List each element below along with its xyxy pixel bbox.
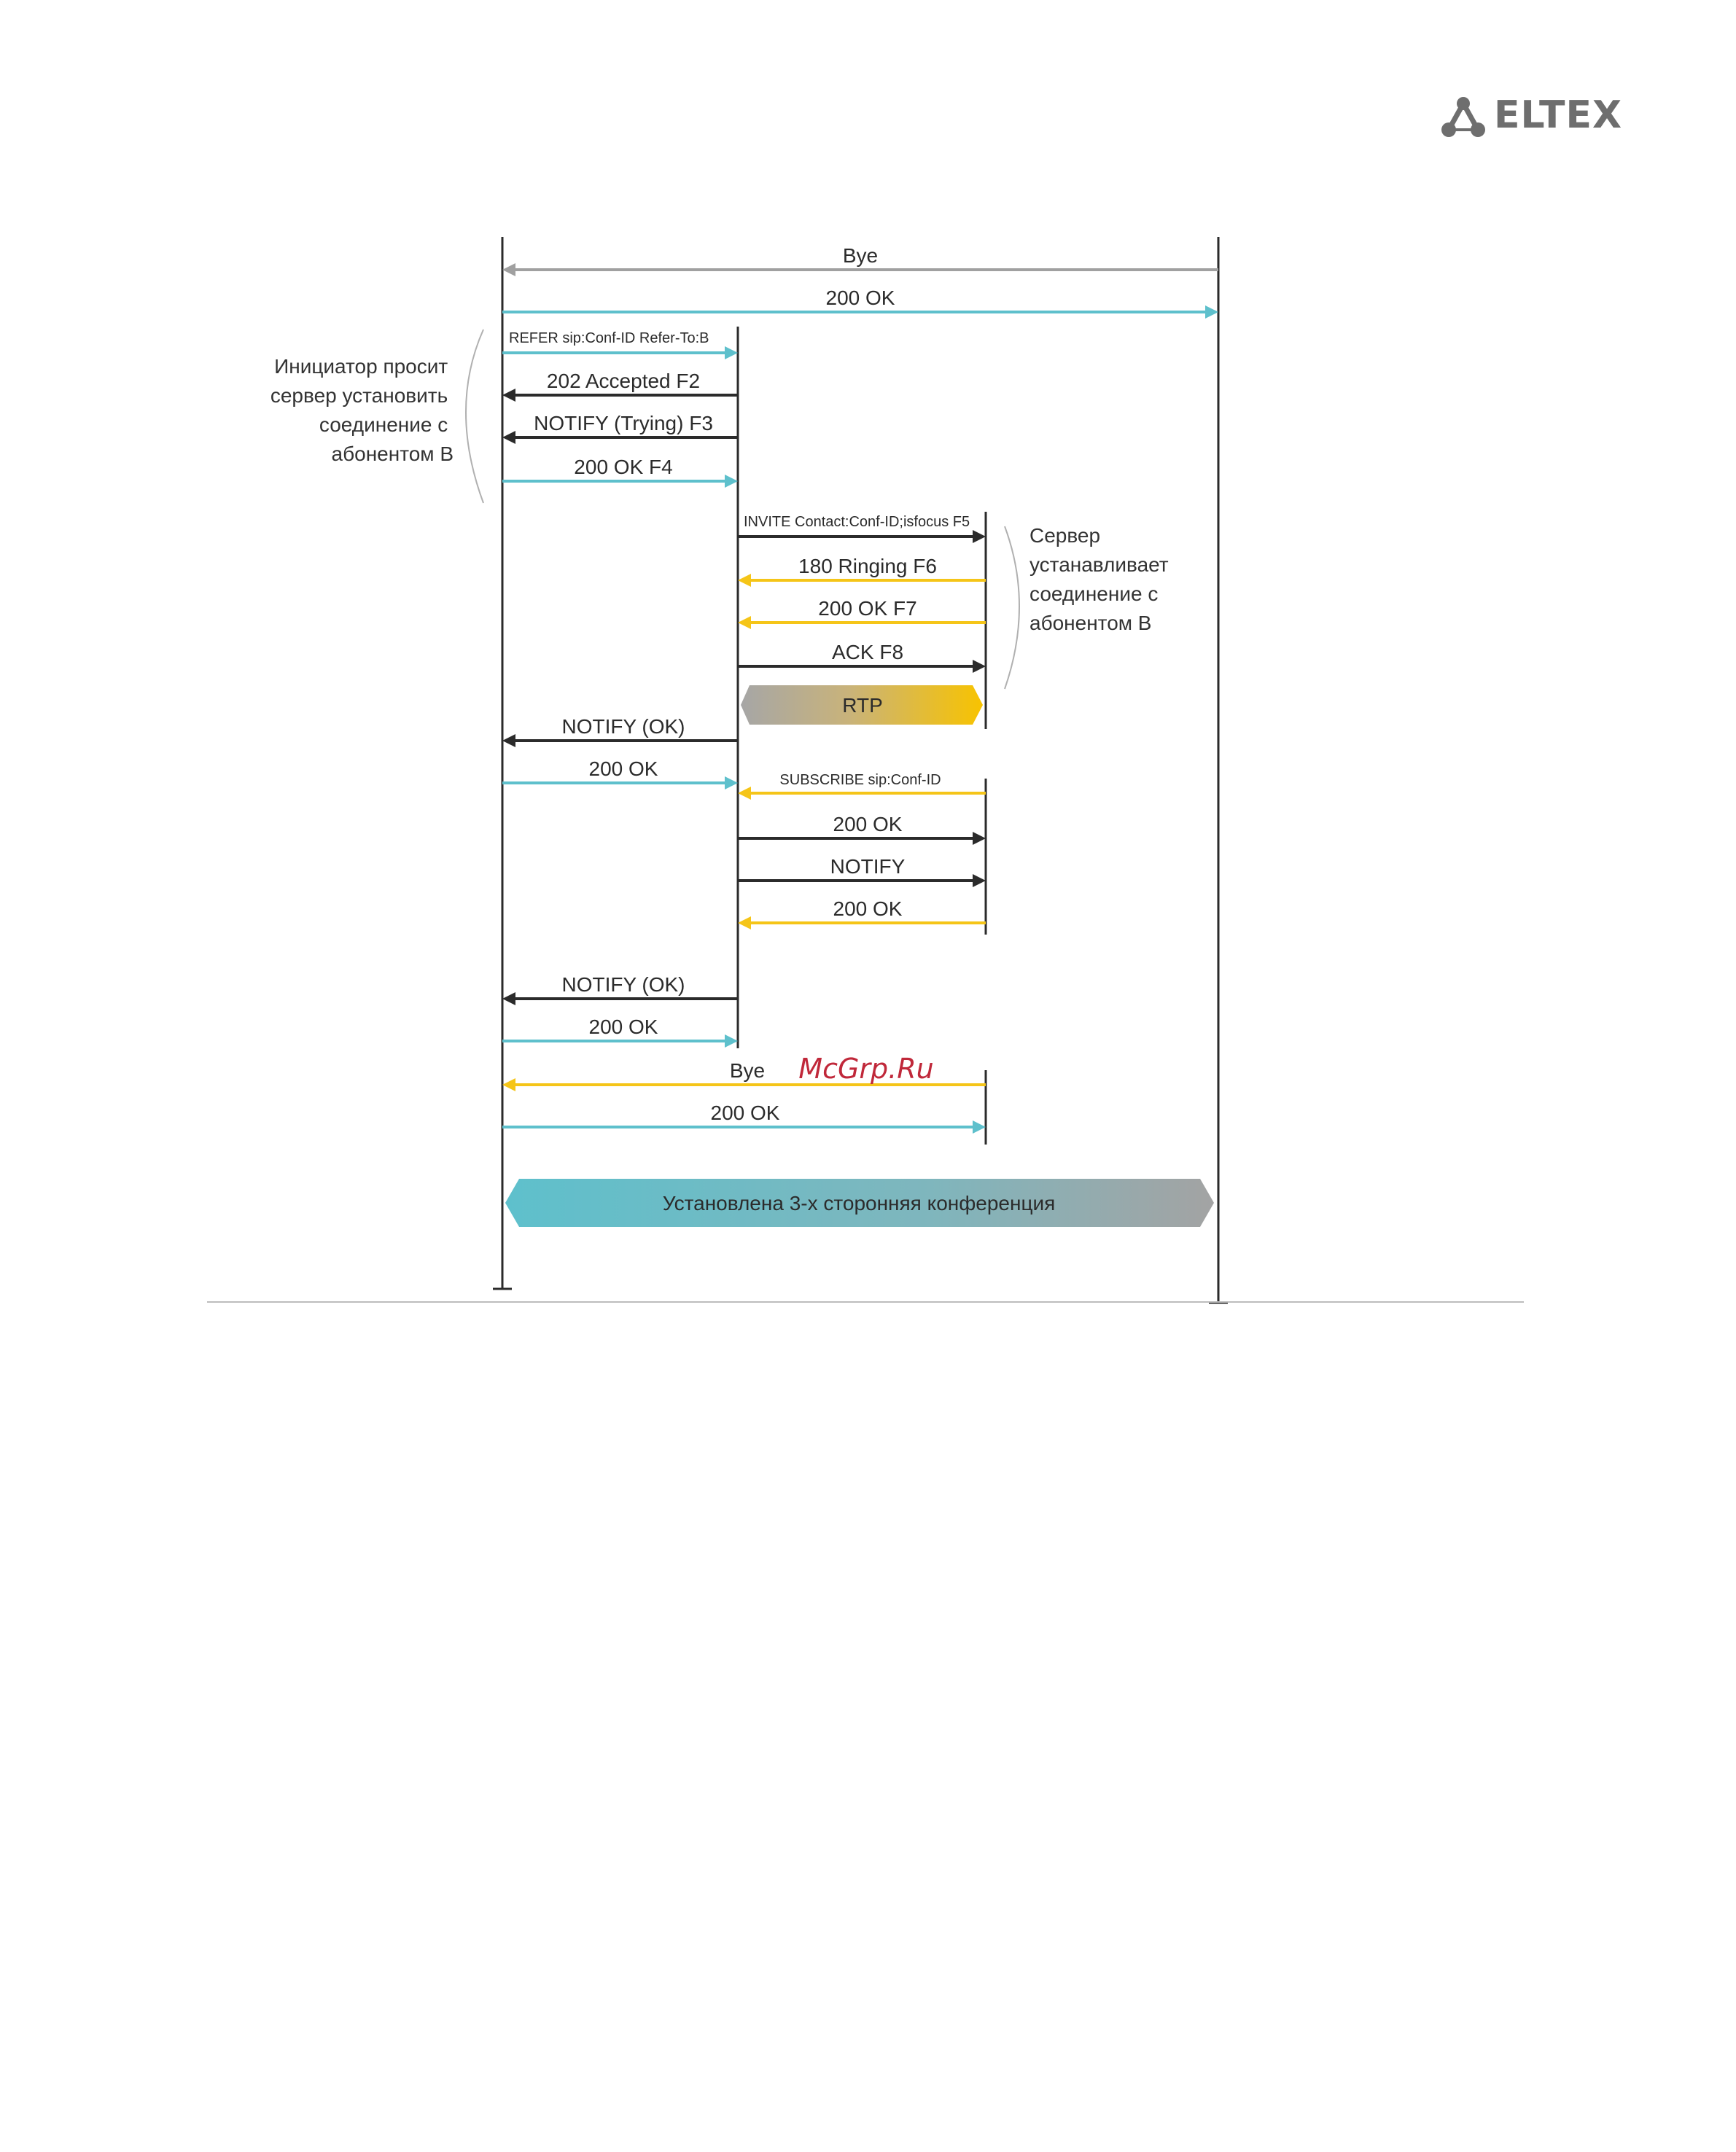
msg-notify-ok-2 [502,973,738,1005]
msg-200ok-3 [738,813,986,845]
msg-label: SUBSCRIBE sip:Conf-ID [779,772,941,788]
msg-label: 180 Ringing F6 [798,555,937,577]
msg-label: Bye [729,1059,766,1082]
msg-200ok-6 [502,1102,986,1134]
msg-invite [738,514,986,543]
msg-label: 200 OK [588,757,658,780]
msg-label: 200 OK F4 [574,456,673,478]
msg-label: NOTIFY [830,855,906,878]
right-note-line: Сервер [1029,524,1101,547]
msg-notify-trying [502,412,738,444]
msg-label: NOTIFY (Trying) F3 [534,412,713,434]
msg-200ok-1 [502,286,1218,319]
left-note-line: абонентом В [331,443,454,465]
left-note-line: сервер установить [270,384,448,407]
msg-subscribe [738,772,986,800]
msg-notify-ok-1 [502,715,738,747]
msg-label: 200 OK [588,1015,658,1038]
msg-label: 202 Accepted F2 [546,370,701,392]
msg-label: INVITE Contact:Conf-ID;isfocus F5 [744,514,970,530]
left-note [270,355,454,465]
msg-200ok-5 [502,1015,738,1048]
msg-refer [502,330,738,359]
msg-label: REFER sip:Conf-ID Refer-To:B [509,330,709,346]
msg-label: 200 OK [833,813,903,835]
msg-202-accepted [502,370,738,402]
left-note-line: соединение с [319,413,448,436]
rtp-label: RTP [842,694,883,717]
msg-label: 200 OK F7 [818,597,917,620]
msg-ack [738,641,986,673]
left-note-line: Инициатор просит [274,355,448,378]
msg-label: NOTIFY (OK) [561,973,685,996]
msg-200ok-4 [738,897,986,929]
msg-200ok-2 [502,757,738,790]
msg-label: ACK F8 [831,641,904,663]
msg-label: NOTIFY (OK) [561,715,685,738]
msg-bye-1 [502,244,1218,276]
msg-200ok-f4 [502,456,738,488]
rtp-bar [741,685,983,725]
msg-label: Bye [842,244,879,267]
conference-label: Установлена 3-х сторонняя конференция [662,1192,1056,1215]
msg-notify [738,855,986,887]
msg-label: 200 OK [833,897,903,920]
right-note-line: абонентом В [1029,612,1152,634]
left-note-brace [466,330,483,503]
right-note-line: устанавливает [1029,553,1169,576]
msg-180-ringing [738,555,986,587]
right-note [1029,524,1174,634]
watermark: McGrp.Ru [798,1053,934,1085]
logo-wordmark: ELTEX [1494,93,1623,137]
msg-label: 200 OK [825,286,895,309]
msg-label: 200 OK [710,1102,780,1124]
right-note-line: соединение с [1029,582,1159,605]
msg-200ok-f7 [738,597,986,629]
right-note-brace [1005,526,1019,689]
conference-bar [505,1179,1214,1227]
